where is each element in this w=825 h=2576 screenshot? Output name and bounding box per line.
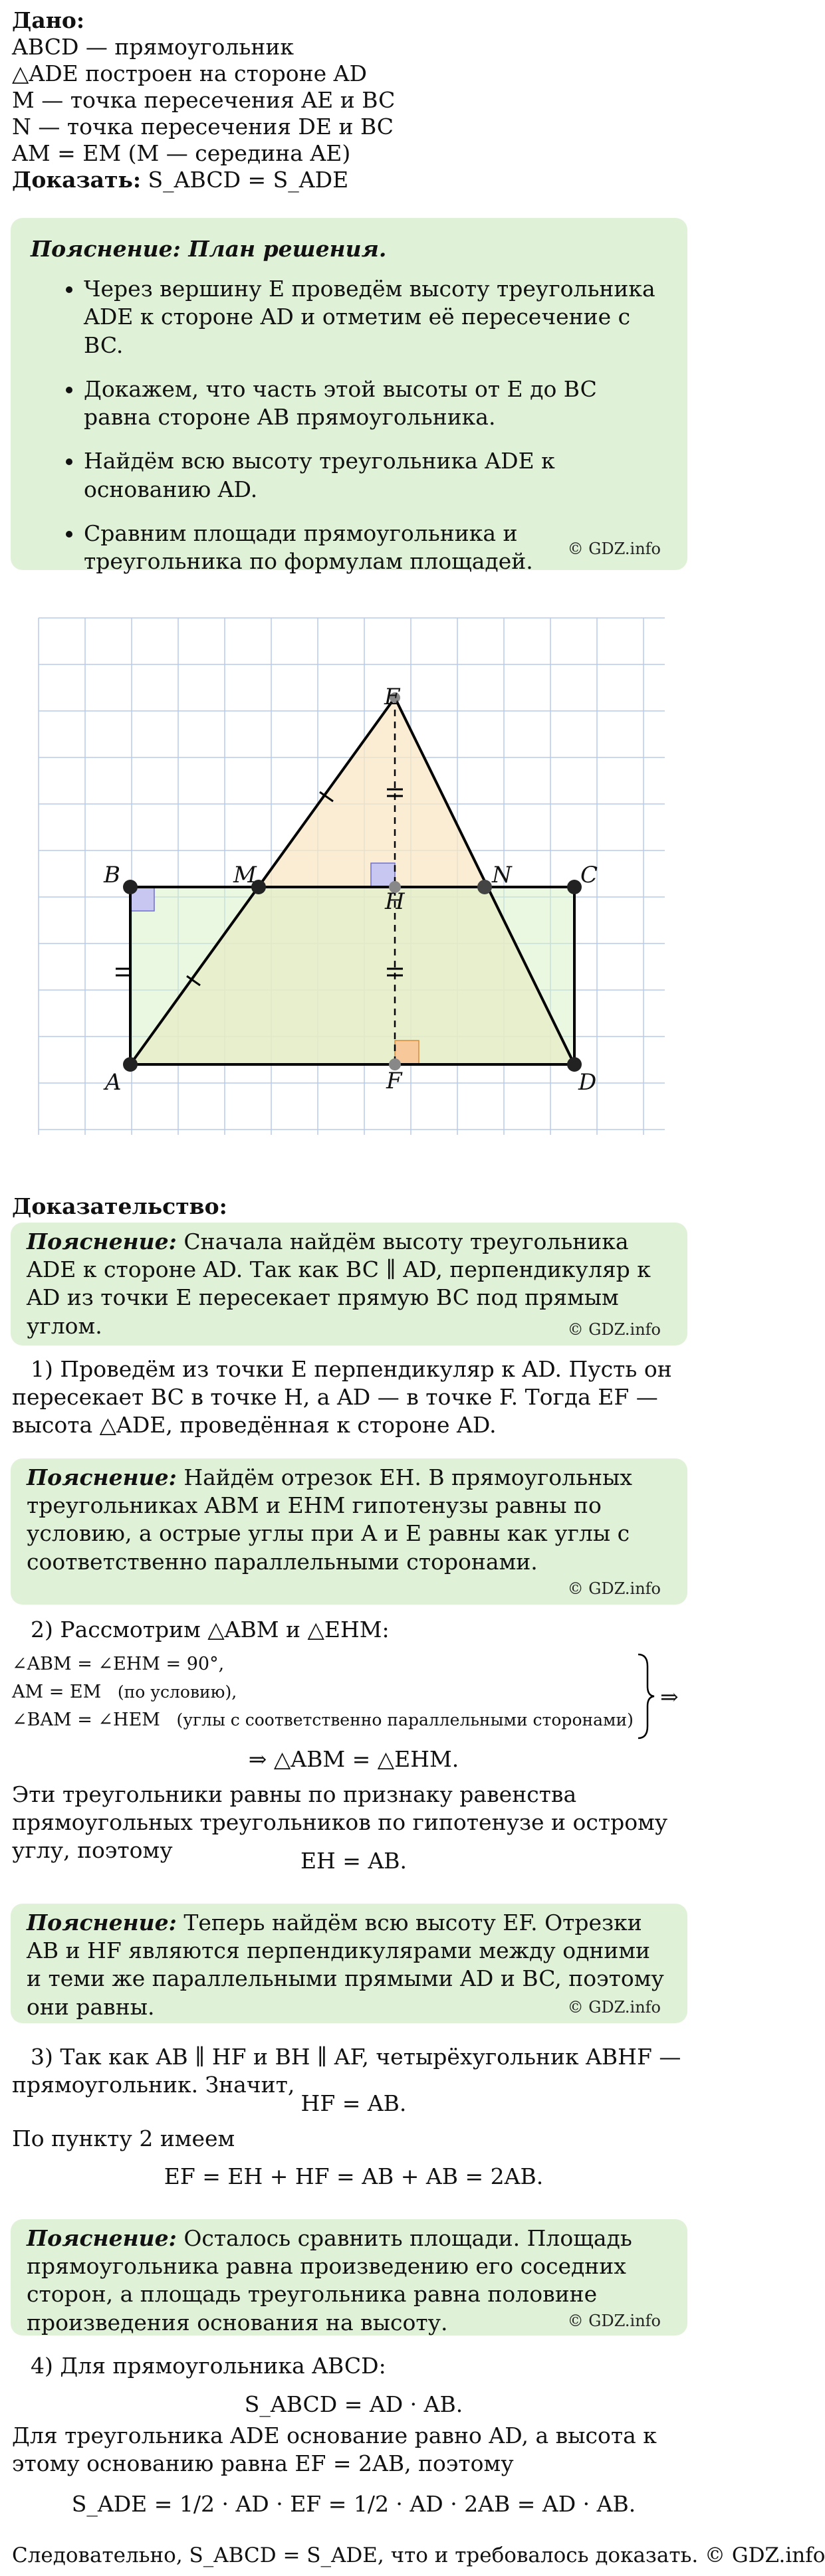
right-brace (636, 1653, 655, 1739)
step-4-intro: 4) Для прямоугольника ABCD: (31, 2353, 386, 2379)
proof-heading: Доказательство: (12, 1193, 227, 1219)
implies-arrow: ⇒ (660, 1684, 679, 1710)
system-line-3 (12, 1709, 634, 1732)
note-text: Сначала найдём высоту треугольника ADE к стороне AD. Так как BC ∥ AD, перпендикуляр к AD из точки E пересекает прямую BC под прямым углом. (27, 1229, 651, 1339)
label-m: M (233, 862, 257, 888)
note-box-1 (11, 1223, 687, 1345)
given-line-1: ABCD — прямоугольник (12, 34, 294, 60)
step-2-result: EH = AB. (300, 1848, 408, 1874)
copyright-text: © GDZ.info (567, 1320, 661, 1339)
system-eq-2: AM = EM (12, 1682, 102, 1702)
label-b: B (104, 862, 120, 888)
note-box-2 (11, 1458, 687, 1605)
given-line-2: △ADE построен на стороне AD (12, 60, 367, 86)
prove-text: S_ABCD = S_ADE (148, 167, 349, 193)
note-text: Найдём отрезок EH. В прямоугольных треугольниках ABM и EHM гипотенузы равны по условию, а острые углы при A и E равны как углы с соответственно параллельными сторонами. (27, 1464, 632, 1575)
note-label: Пояснение: (27, 1229, 177, 1254)
plan-item: • Найдём всю высоту треугольника ADE к основанию AD. (84, 447, 662, 503)
plan-list (31, 275, 662, 575)
copyright-text: © GDZ.info (567, 2312, 661, 2331)
label-e: E (384, 684, 401, 710)
plan-item: • Докажем, что часть этой высоты от E до BC равна стороне AB прямоугольника. (84, 375, 662, 431)
label-a: A (105, 1069, 122, 1096)
label-h: H (385, 888, 405, 915)
note-box-4 (11, 2219, 687, 2335)
rectangle-abcd-fill (130, 887, 574, 1064)
system-block (12, 1653, 697, 1739)
label-c: C (580, 862, 598, 888)
step-3-eq1: HF = AB. (300, 2090, 407, 2116)
given-line-3: M — точка пересечения AE и BC (12, 87, 396, 113)
step-1: 1) Проведём из точки E перпендикуляр к AD. Пусть он пересекает BC в точке H, а AD — в точке F. Тогда EF — высота △ADE, проведённая к стороне AD. (12, 1356, 672, 1438)
step-4-eq2: S_ADE = 1/2 · AD · EF = 1/2 · AD · 2AB = AD · AB. (71, 2491, 636, 2517)
plan-box (11, 218, 687, 575)
note-label: Пояснение: (27, 2225, 177, 2251)
prove-line (12, 166, 695, 193)
note-label: Пояснение: (27, 1464, 177, 1490)
note-label: Пояснение: (27, 1910, 177, 1935)
copyright-text: © GDZ.info (567, 1998, 661, 2017)
given-block (12, 7, 695, 193)
step-3-mid: По пункту 2 имеем (12, 2126, 235, 2151)
step-2-intro: 2) Рассмотрим △ABM и △EHM: (31, 1617, 390, 1642)
step-3-eq2: EF = EH + HF = AB + AB = 2AB. (164, 2163, 544, 2189)
note-box-3 (11, 1904, 687, 2023)
given-line-5: AM = EM (M — середина AE) (12, 140, 351, 166)
step-4-text: Для треугольника ADE основание равно AD, а высота к этому основанию равна EF = 2AB, поэтому (12, 2423, 657, 2477)
given-line-4: N — точка пересечения DE и BC (12, 114, 394, 140)
plan-title: Пояснение: План решения. (31, 236, 387, 262)
plan-item: • Через вершину E проведём высоту треугольника ADE к стороне AD и отметим её пересечение с BC. (84, 275, 662, 359)
note-text: Теперь найдём всю высоту EF. Отрезки AB и HF являются перпендикулярами между одними и теми же параллельными прямыми AD и BC, поэтому они равны. (27, 1910, 664, 2020)
step-4-eq1: S_ABCD = AD · AB. (244, 2391, 463, 2417)
given-heading: Дано: (12, 7, 85, 33)
step-2-after: Эти треугольники равны по признаку равенства прямоугольных треугольников по гипотенузе и острому углу, поэтому (12, 1781, 668, 1864)
system-eq-3: ∠BAM = ∠HEM (12, 1710, 160, 1730)
note-text: Осталось сравнить площади. Площадь прямоугольника равна произведению его соседних сторон, а площадь треугольника равна половине произведения основания на высоту. (27, 2225, 632, 2335)
step-3-text: 3) Так как AB ∥ HF и BH ∥ AF, четырёхугольник ABHF — прямоугольник. Значит, (12, 2044, 681, 2098)
system-note-2: (по условию), (117, 1682, 237, 1702)
system-line-1: ∠ABM = ∠EHM = 90°, (12, 1654, 225, 1674)
copyright-text: © GDZ.info (567, 540, 661, 559)
label-d: D (578, 1069, 597, 1096)
final-line: Следовательно, S_ABCD = S_ADE, что и требовалось доказать. © GDZ.info (12, 2543, 825, 2567)
system-note-3: (углы с соответственно параллельными сторонами) (176, 1710, 634, 1730)
system-line-2 (12, 1681, 237, 1704)
prove-label: Доказать: (12, 167, 142, 193)
plan-item: • Сравним площади прямоугольника и треугольника по формулам площадей. (84, 520, 662, 575)
label-n: N (492, 862, 512, 888)
geometry-figure (39, 618, 665, 1135)
label-f: F (386, 1068, 402, 1094)
copyright-text: © GDZ.info (567, 1579, 661, 1599)
step-2-conclusion: ⇒ △ABM = △EHM. (248, 1746, 459, 1772)
